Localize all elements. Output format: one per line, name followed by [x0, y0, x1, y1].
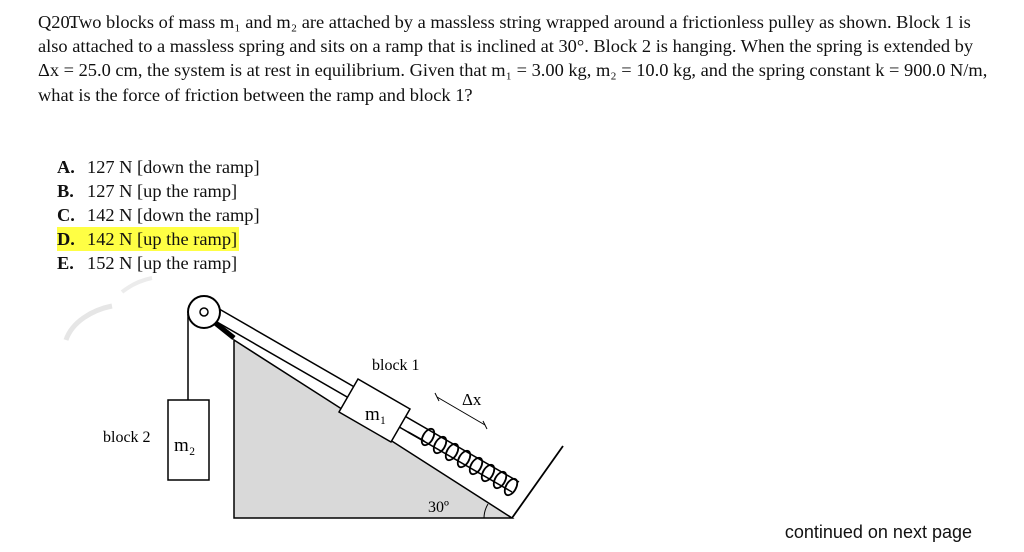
wall: [512, 446, 563, 518]
choice-text: 127 N [down the ramp]: [87, 157, 260, 177]
block-2-mass: m₂: [174, 435, 196, 456]
block-2-label: block 2: [103, 429, 151, 446]
choice-letter: C.: [57, 205, 75, 225]
choice-letter: B.: [57, 181, 74, 201]
extension-label: Δx: [462, 390, 482, 409]
pulley-axle: [200, 308, 208, 316]
question-number: Q20.: [38, 12, 75, 32]
angle-label: 30º: [428, 499, 449, 516]
block-1-mass: m₁: [365, 404, 387, 425]
footer-note: continued on next page: [784, 522, 972, 542]
choice-text: 142 N [up the ramp]: [87, 229, 238, 249]
choice-letter: D.: [57, 229, 75, 249]
question-text: Two blocks of mass m₁ and m₂ are attached by a massless string wrapped around a frictionless pulley as shown. Block 1 is also attached to a massless spring and sits on a ramp that is inclined at 30°. Block 2 is hanging. When the spring is extended by Δx = 25.0 cm, the system is at rest in equilibrium. Given that m₁ = 3.00 kg, m₂ = 10.0 kg, and the spring constant k = 900.0 N/m, what is the force of friction between the ramp and block 1?: [38, 12, 988, 105]
choice-letter: A.: [57, 157, 75, 177]
choice-letter: E.: [57, 253, 74, 273]
block-1-label: block 1: [372, 357, 420, 374]
choice-text: 127 N [up the ramp]: [87, 181, 238, 201]
choice-text: 142 N [down the ramp]: [87, 205, 260, 225]
choice-text: 152 N [up the ramp]: [87, 253, 238, 273]
